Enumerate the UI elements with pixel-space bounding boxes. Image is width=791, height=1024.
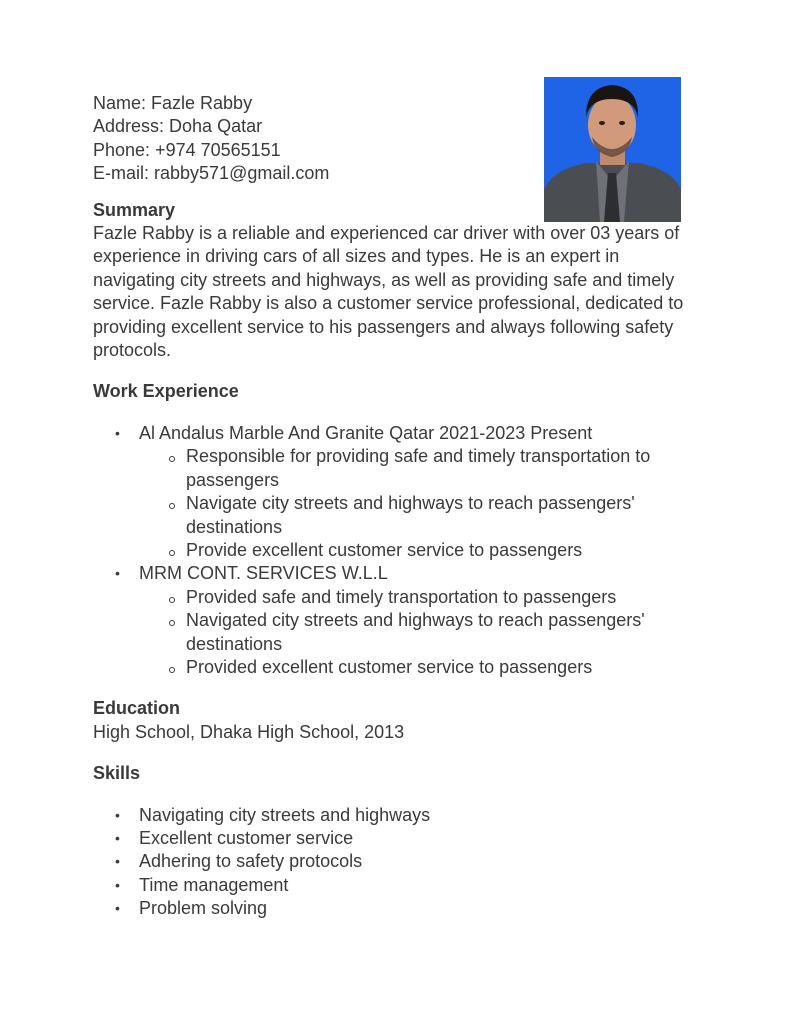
- summary-text: Fazle Rabby is a reliable and experienced car driver with over 03 years of experience in driving cars of all sizes and types. He is an expert in navigating city streets and highways, as well as providing safe and timely service. Fazle Rabby is also a customer service professional, dedicated to providing excellent service to his passengers and always following safety protocols.: [93, 223, 684, 361]
- job-title: MRM CONT. SERVICES W.L.L: [139, 563, 388, 584]
- resume-page: [93, 92, 703, 921]
- skill-item: • Adhering to safety protocols: [93, 850, 703, 873]
- contact-block: [93, 92, 703, 186]
- duty-list: [139, 586, 703, 680]
- education-heading: Education: [93, 698, 181, 719]
- duty-item: Provided safe and timely transportation to passengers: [139, 586, 703, 609]
- duty-item: Navigate city streets and highways to reach passengers' destinations: [139, 492, 703, 539]
- skill-item: • Navigating city streets and highways: [93, 804, 703, 827]
- education-section: [93, 697, 703, 744]
- job-title: Al Andalus Marble And Granite Qatar 2021-2023 Present: [139, 422, 593, 443]
- job-item: [93, 562, 703, 679]
- contact-address: Address: Doha Qatar: [93, 116, 263, 137]
- summary-section: [93, 199, 703, 363]
- skills-section: [93, 762, 703, 920]
- duty-list: [139, 445, 703, 562]
- contact-phone: Phone: +974 70565151: [93, 139, 281, 160]
- job-list: [93, 422, 703, 679]
- skills-heading: Skills: [93, 763, 141, 784]
- duty-item: Navigated city streets and highways to reach passengers' destinations: [139, 609, 703, 656]
- skill-item: • Problem solving: [93, 897, 703, 920]
- skill-item: • Time management: [93, 874, 703, 897]
- duty-item: Responsible for providing safe and timely transportation to passengers: [139, 445, 703, 492]
- work-experience-heading: Work Experience: [93, 381, 239, 402]
- education-text: High School, Dhaka High School, 2013: [93, 721, 405, 742]
- duty-item: Provide excellent customer service to passengers: [139, 539, 703, 562]
- contact-email: E-mail: rabby571@gmail.com: [93, 163, 330, 184]
- duty-item: Provided excellent customer service to passengers: [139, 656, 703, 679]
- skill-item: • Excellent customer service: [93, 827, 703, 850]
- contact-name: Name: Fazle Rabby: [93, 93, 253, 113]
- skills-list: [93, 804, 703, 921]
- work-experience-section: [93, 380, 703, 679]
- summary-heading: Summary: [93, 199, 176, 220]
- job-item: [93, 422, 703, 562]
